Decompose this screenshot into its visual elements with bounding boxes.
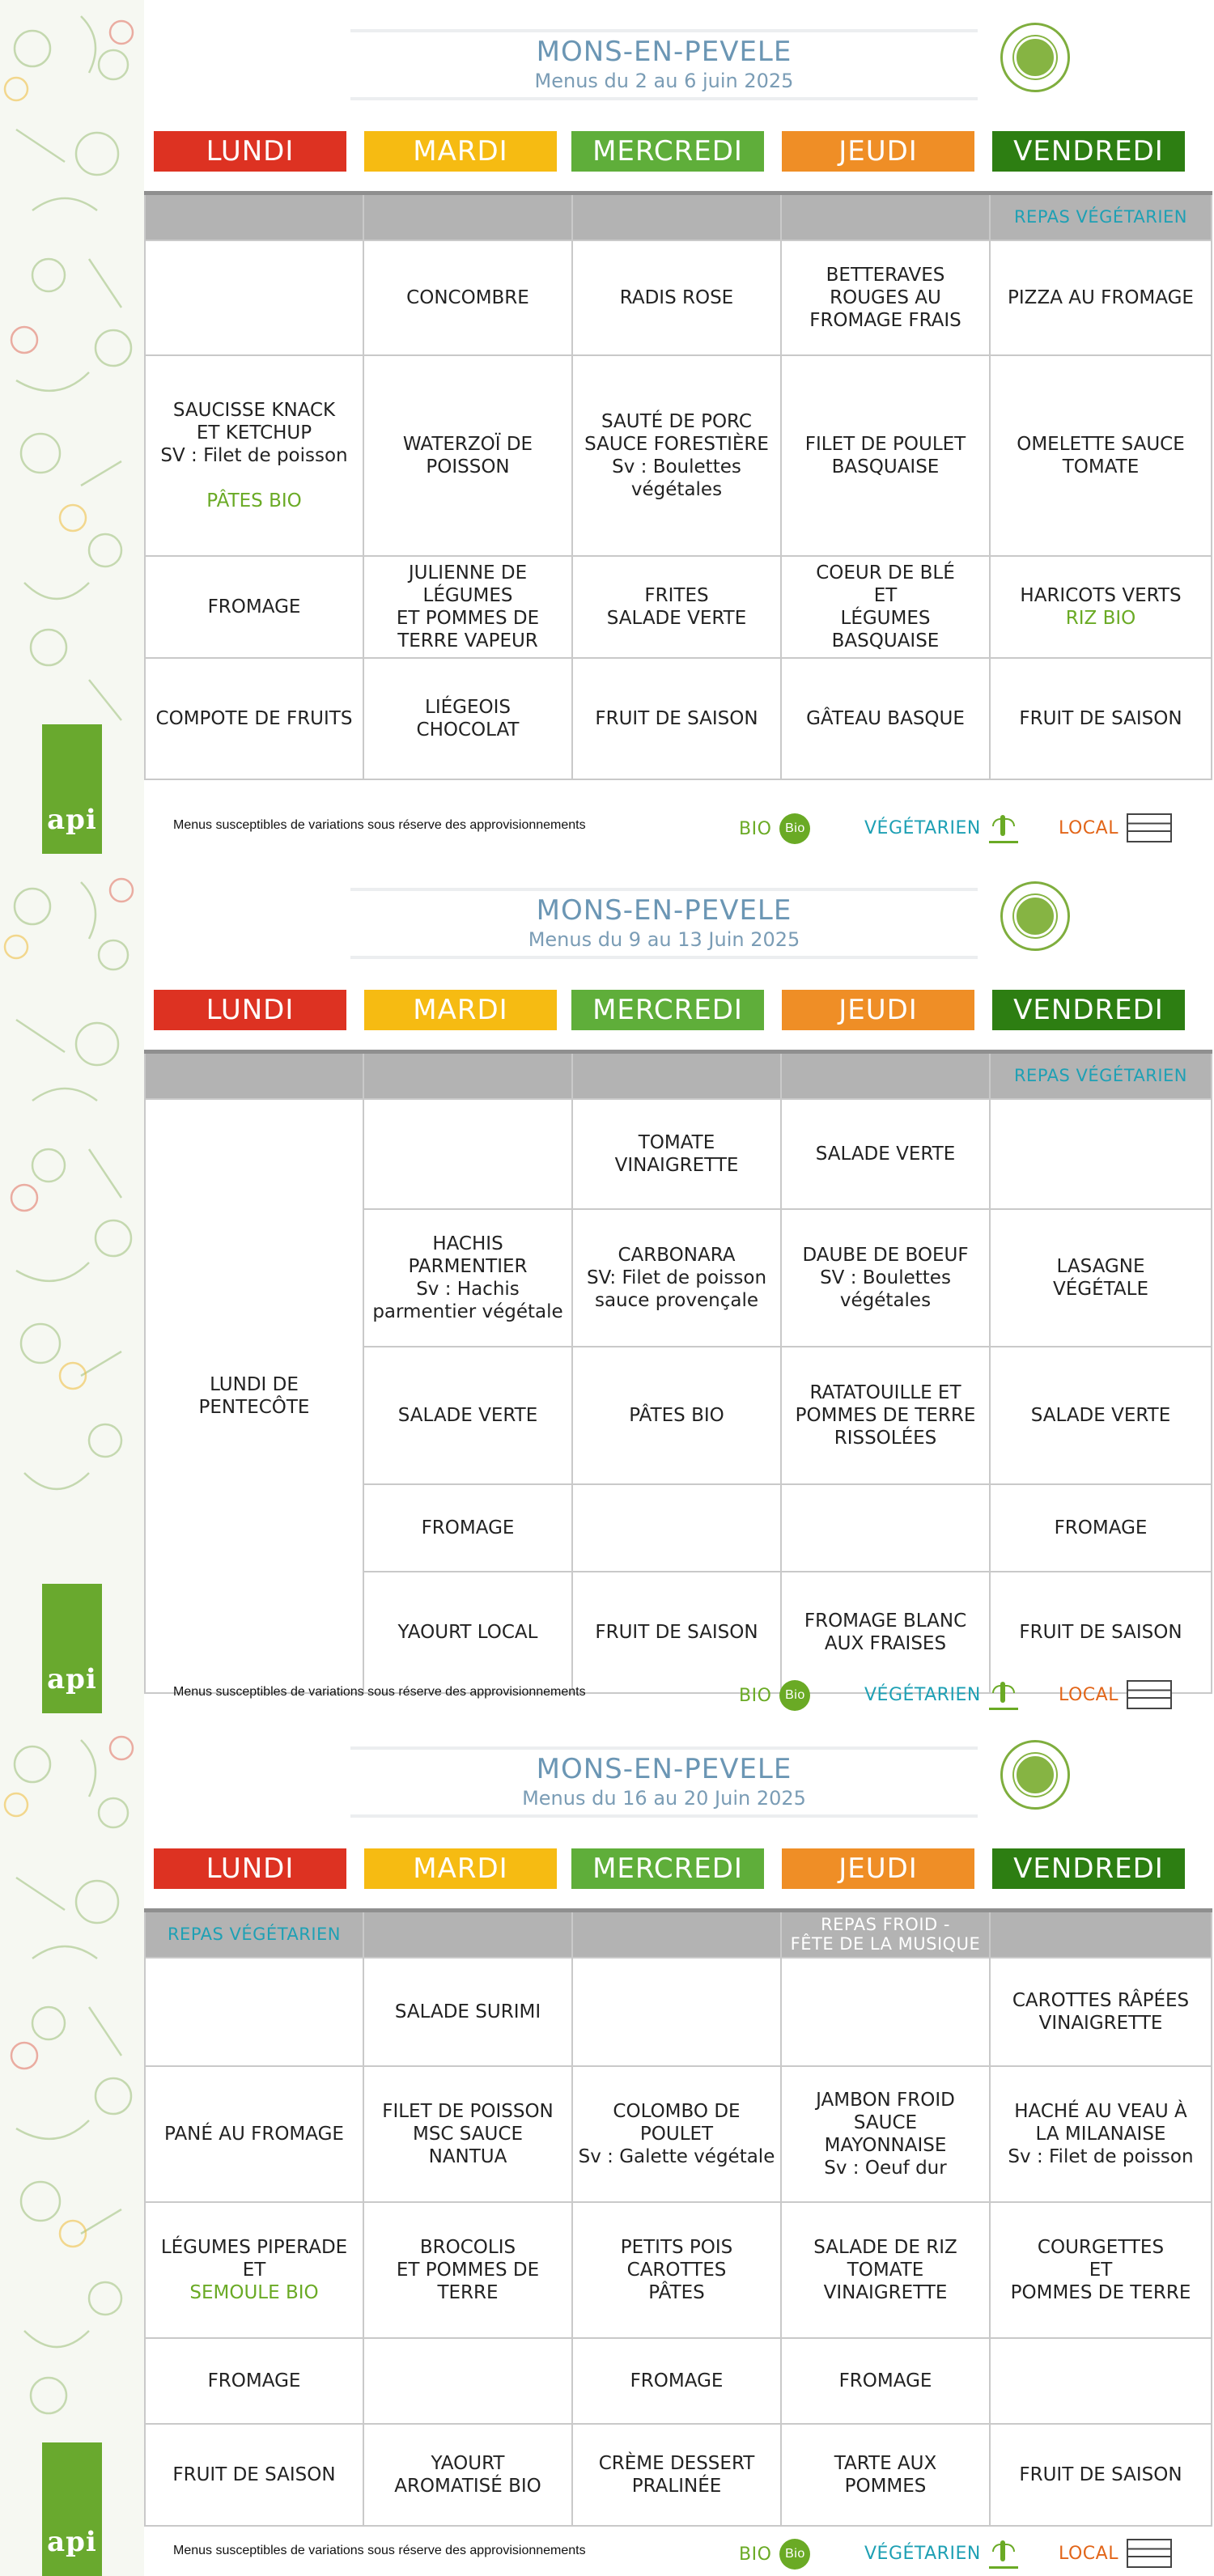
legend-veg-label: VÉGÉTARIEN	[864, 1685, 981, 1705]
disclaimer-note: Menus susceptibles de variations sous réserve des approvisionnements	[173, 2544, 586, 2557]
week-dates: Menus du 9 au 13 Juin 2025	[528, 928, 800, 951]
api-logo: api	[42, 2442, 102, 2576]
menu-cell: RADIS ROSE	[572, 240, 781, 355]
legend-bio-label: BIO	[739, 2544, 772, 2565]
day-banners	[154, 990, 1198, 1030]
menu-cell	[990, 1099, 1212, 1209]
legend-local-label: LOCAL	[1059, 817, 1118, 838]
menu-cell	[781, 1484, 990, 1572]
apple-icon	[1014, 895, 1056, 937]
header-row	[145, 1911, 1212, 1958]
bio-item: PÂTES BIO	[206, 490, 302, 511]
header-cell	[363, 1052, 572, 1099]
menu-cell	[145, 1958, 363, 2066]
menu-cell: TOMATE VINAIGRETTE	[572, 1099, 781, 1209]
menu-cell: GÂTEAU BASQUE	[781, 658, 990, 779]
day-banner-jeudi: JEUDI	[782, 1848, 974, 1889]
legend-local	[1059, 1680, 1172, 1709]
quality-seal-icon	[1000, 23, 1070, 92]
bio-badge-icon: Bio	[779, 2539, 810, 2570]
town-title: MONS-EN-PEVELE	[536, 894, 792, 927]
menu-cell: LIÉGEOIS CHOCOLAT	[363, 658, 572, 779]
local-product-icon	[1127, 813, 1172, 842]
legend-veg-label: VÉGÉTARIEN	[864, 2544, 981, 2564]
table-row	[145, 1099, 1212, 1209]
menu-cell: COMPOTE DE FRUITS	[145, 658, 363, 779]
week-title-block	[350, 888, 978, 959]
menu-cell: FROMAGE	[572, 2338, 781, 2424]
menu-cell	[572, 1484, 781, 1572]
menu-cell: SALADE VERTE	[781, 1099, 990, 1209]
legend-local-label: LOCAL	[1059, 2543, 1118, 2564]
legend-veg-label: VÉGÉTARIEN	[864, 818, 981, 838]
menu-cell: WATERZOÏ DE POISSON	[363, 355, 572, 556]
day-banner-jeudi: JEUDI	[782, 990, 974, 1030]
menu-cell: FROMAGE	[363, 1484, 572, 1572]
menu-cell	[781, 1958, 990, 2066]
table-row	[145, 2338, 1212, 2424]
header-cell: REPAS FROID - FÊTE DE LA MUSIQUE	[781, 1911, 990, 1958]
menu-cell: RATATOUILLE ET POMMES DE TERRE RISSOLÉES	[781, 1347, 990, 1484]
menu-cell: PETITS POIS CAROTTES PÂTES	[572, 2202, 781, 2338]
day-banner-mardi: MARDI	[364, 1848, 557, 1889]
table-row	[145, 1958, 1212, 2066]
header-cell	[145, 193, 363, 240]
menu-cell	[990, 2338, 1212, 2424]
vegetable-icon	[989, 2539, 1018, 2569]
legend-bio-label: BIO	[739, 1685, 772, 1706]
legend-local	[1059, 813, 1172, 842]
day-banner-vendredi: VENDREDI	[992, 1848, 1185, 1889]
menu-cell: SALADE SURIMI	[363, 1958, 572, 2066]
local-product-icon	[1127, 1680, 1172, 1709]
menu-table	[144, 1908, 1212, 2527]
header-cell	[990, 1911, 1212, 1958]
table-row	[145, 2066, 1212, 2202]
table-row	[145, 2424, 1212, 2526]
menu-cell: JULIENNE DE LÉGUMES ET POMMES DE TERRE VAPEUR	[363, 556, 572, 658]
vegetable-icon	[989, 1680, 1018, 1710]
header-cell	[572, 1911, 781, 1958]
header-cell	[363, 1911, 572, 1958]
table-row	[145, 658, 1212, 779]
menu-cell: SAUTÉ DE PORC SAUCE FORESTIÈRE Sv : Boulettes végétales	[572, 355, 781, 556]
vegetable-pattern-icon	[0, 0, 144, 2576]
menu-cell: TARTE AUX POMMES	[781, 2424, 990, 2526]
legend-footer	[144, 1677, 1211, 1709]
menu-cell: PÂTES BIO	[572, 1347, 781, 1484]
week-dates: Menus du 2 au 6 juin 2025	[534, 70, 794, 92]
legend-vegetarien	[864, 813, 1018, 843]
menu-cell	[363, 1099, 572, 1209]
menu-cell: BETTERAVES ROUGES AU FROMAGE FRAIS	[781, 240, 990, 355]
menu-cell: FROMAGE BLANC AUX FRAISES	[781, 1572, 990, 1693]
menu-cell: FROMAGE	[145, 2338, 363, 2424]
menu-cell: BROCOLIS ET POMMES DE TERRE	[363, 2202, 572, 2338]
menu-cell	[363, 2338, 572, 2424]
menu-cell	[572, 1958, 781, 2066]
header-cell	[572, 193, 781, 240]
menu-cell: SALADE VERTE	[363, 1347, 572, 1484]
menu-cell: SALADE DE RIZ TOMATE VINAIGRETTE	[781, 2202, 990, 2338]
bio-badge-icon: Bio	[779, 813, 810, 844]
day-banner-mardi: MARDI	[364, 990, 557, 1030]
menu-cell: LASAGNE VÉGÉTALE	[990, 1209, 1212, 1347]
day-banner-vendredi: VENDREDI	[992, 131, 1185, 172]
day-banner-lundi: LUNDI	[154, 131, 346, 172]
menu-cell: HACHÉ AU VEAU À LA MILANAISE Sv : Filet de poisson	[990, 2066, 1212, 2202]
bio-item: RIZ BIO	[1065, 607, 1136, 629]
day-banner-mercredi: MERCREDI	[571, 990, 764, 1030]
disclaimer-note: Menus susceptibles de variations sous réserve des approvisionnements	[173, 1685, 586, 1699]
quality-seal-icon	[1000, 1740, 1070, 1810]
week-menu	[144, 1717, 1214, 2576]
api-logo: api	[42, 724, 102, 854]
legend-vegetarien	[864, 1680, 1018, 1710]
menu-table	[144, 191, 1212, 780]
menu-cell: FRITES SALADE VERTE	[572, 556, 781, 658]
header-cell	[572, 1052, 781, 1099]
menu-cell: CARBONARA SV: Filet de poisson sauce provençale	[572, 1209, 781, 1347]
menu-cell: COURGETTES ET POMMES DE TERRE	[990, 2202, 1212, 2338]
table-row	[145, 556, 1212, 658]
menu-cell: CONCOMBRE	[363, 240, 572, 355]
town-title: MONS-EN-PEVELE	[536, 36, 792, 68]
table-row	[145, 2202, 1212, 2338]
town-title: MONS-EN-PEVELE	[536, 1753, 792, 1785]
local-product-icon	[1127, 2539, 1172, 2568]
header-cell	[781, 1052, 990, 1099]
header-row	[145, 193, 1212, 240]
menu-cell	[145, 240, 363, 355]
header-cell	[145, 1052, 363, 1099]
apple-icon	[1014, 1754, 1056, 1796]
decorative-sidebar	[0, 0, 144, 2576]
menu-cell: FROMAGE	[990, 1484, 1212, 1572]
menu-cell: YAOURT AROMATISÉ BIO	[363, 2424, 572, 2526]
day-banners	[154, 131, 1198, 172]
menu-cell: FILET DE POULET BASQUAISE	[781, 355, 990, 556]
week-title-block	[350, 1746, 978, 1818]
menu-cell: FRUIT DE SAISON	[572, 658, 781, 779]
day-banner-vendredi: VENDREDI	[992, 990, 1185, 1030]
menu-cell: FRUIT DE SAISON	[572, 1572, 781, 1693]
day-banner-jeudi: JEUDI	[782, 131, 974, 172]
header-cell: REPAS VÉGÉTARIEN	[990, 193, 1212, 240]
menu-cell: FRUIT DE SAISON	[990, 2424, 1212, 2526]
legend-bio	[739, 2539, 810, 2570]
menu-cell: SALADE VERTE	[990, 1347, 1212, 1484]
day-banner-mercredi: MERCREDI	[571, 131, 764, 172]
header-cell	[363, 193, 572, 240]
header-cell	[781, 193, 990, 240]
bio-item: SEMOULE BIO	[189, 2281, 319, 2303]
menu-cell: YAOURT LOCAL	[363, 1572, 572, 1693]
menu-cell: CRÈME DESSERT PRALINÉE	[572, 2424, 781, 2526]
menu-cell: FRUIT DE SAISON	[990, 658, 1212, 779]
legend-bio	[739, 1680, 810, 1711]
day-banner-mardi: MARDI	[364, 131, 557, 172]
menu-cell: COEUR DE BLÉ ET LÉGUMES BASQUAISE	[781, 556, 990, 658]
menu-cell: FILET DE POISSON MSC SAUCE NANTUA	[363, 2066, 572, 2202]
legend-local-label: LOCAL	[1059, 1684, 1118, 1705]
legend-bio	[739, 813, 810, 844]
header-cell: REPAS VÉGÉTARIEN	[990, 1052, 1212, 1099]
menu-cell: JAMBON FROID SAUCE MAYONNAISE Sv : Oeuf dur	[781, 2066, 990, 2202]
header-row	[145, 1052, 1212, 1099]
quality-seal-icon	[1000, 881, 1070, 951]
table-row	[145, 240, 1212, 355]
menu-cell: FROMAGE	[781, 2338, 990, 2424]
legend-local	[1059, 2539, 1172, 2568]
menu-cell: LÉGUMES PIPERADE ET SEMOULE BIO	[145, 2202, 363, 2338]
menu-cell: PIZZA AU FROMAGE	[990, 240, 1212, 355]
bio-badge-icon: Bio	[779, 1680, 810, 1711]
legend-vegetarien	[864, 2539, 1018, 2569]
table-row	[145, 355, 1212, 556]
header-cell: REPAS VÉGÉTARIEN	[145, 1911, 363, 1958]
api-logo: api	[42, 1584, 102, 1713]
day-banner-lundi: LUNDI	[154, 1848, 346, 1889]
menu-cell: CAROTTES RÂPÉES VINAIGRETTE	[990, 1958, 1212, 2066]
legend-footer	[144, 810, 1211, 842]
day-banner-mercredi: MERCREDI	[571, 1848, 764, 1889]
day-banners	[154, 1848, 1198, 1889]
menu-cell: FRUIT DE SAISON	[145, 2424, 363, 2526]
menu-cell: PANÉ AU FROMAGE	[145, 2066, 363, 2202]
legend-bio-label: BIO	[739, 818, 772, 839]
week-menu	[144, 859, 1214, 1717]
day-banner-lundi: LUNDI	[154, 990, 346, 1030]
menu-cell: SAUCISSE KNACK ET KETCHUP SV : Filet de poisson PÂTES BIO	[145, 355, 363, 556]
menu-table	[144, 1050, 1212, 1694]
vegetable-icon	[989, 813, 1018, 843]
menu-cell: FROMAGE	[145, 556, 363, 658]
week-menu	[144, 0, 1214, 859]
menu-cell: HARICOTS VERTS RIZ BIO	[990, 556, 1212, 658]
legend-footer	[144, 2536, 1211, 2568]
week-title-block	[350, 29, 978, 100]
holiday-cell: LUNDI DE PENTECÔTE	[145, 1099, 363, 1693]
menu-cell: HACHIS PARMENTIER Sv : Hachis parmentier végétale	[363, 1209, 572, 1347]
week-dates: Menus du 16 au 20 Juin 2025	[522, 1787, 806, 1810]
menu-cell: OMELETTE SAUCE TOMATE	[990, 355, 1212, 556]
menu-cell: COLOMBO DE POULET Sv : Galette végétale	[572, 2066, 781, 2202]
apple-icon	[1014, 36, 1056, 79]
disclaimer-note: Menus susceptibles de variations sous réserve des approvisionnements	[173, 818, 586, 832]
menu-cell: DAUBE DE BOEUF SV : Boulettes végétales	[781, 1209, 990, 1347]
menu-cell: FRUIT DE SAISON	[990, 1572, 1212, 1693]
